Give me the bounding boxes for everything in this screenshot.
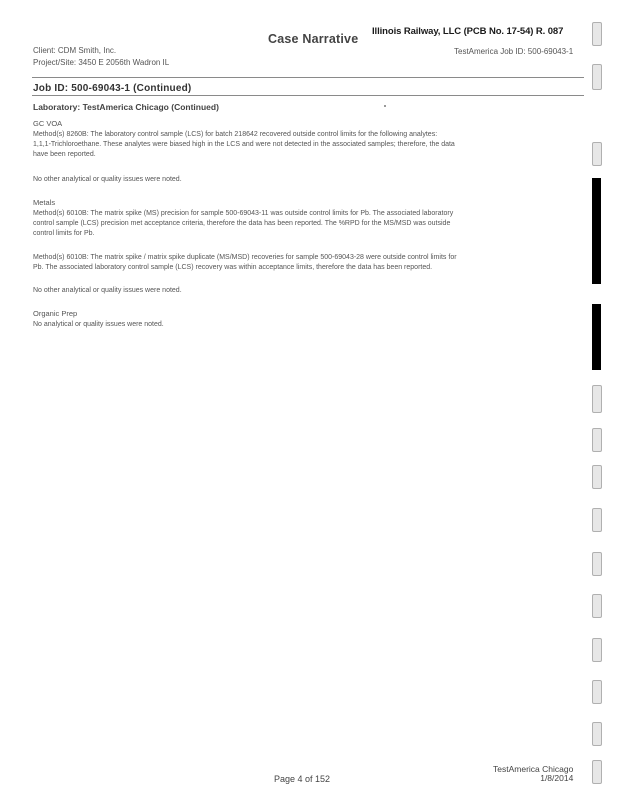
text-line: No other analytical or quality issues were noted. xyxy=(33,287,182,294)
page-title: Case Narrative xyxy=(268,32,359,46)
binder-tab xyxy=(592,142,602,166)
gc-voa-paragraph-2 xyxy=(33,175,523,185)
binder-tab xyxy=(592,428,602,452)
header-rule xyxy=(32,77,584,78)
section-title-gc-voa: GC VOA xyxy=(33,119,63,128)
binder-tab xyxy=(592,638,602,662)
binder-tab xyxy=(592,552,602,576)
metals-paragraph-3 xyxy=(33,286,523,296)
binder-tab xyxy=(592,594,602,618)
binder-tab xyxy=(592,722,602,746)
text-line: No analytical or quality issues were noted. xyxy=(33,321,164,328)
gc-voa-paragraph-1 xyxy=(33,130,523,160)
job-id-rule xyxy=(32,95,584,96)
project-site-line: Project/Site: 3450 E 2056th Wadron IL xyxy=(33,58,170,67)
text-line: Method(s) 6010B: The matrix spike / matrix spike duplicate (MS/MSD) recoveries for sample 500-69043-28 were outside control limits for xyxy=(33,254,457,261)
job-id-heading: Job ID: 500-69043-1 (Continued) xyxy=(33,83,192,94)
text-line: No other analytical or quality issues were noted. xyxy=(33,176,182,183)
binder-tab xyxy=(592,385,602,413)
binder-tab xyxy=(592,64,602,90)
binder-tab xyxy=(592,508,602,532)
binder-tab xyxy=(592,22,602,46)
page-number: Page 4 of 152 xyxy=(274,774,331,784)
scan-black-bar xyxy=(592,304,601,370)
binder-tab xyxy=(592,465,602,489)
binder-tab xyxy=(592,680,602,704)
section-title-organic-prep: Organic Prep xyxy=(33,309,78,318)
text-line: Method(s) 8260B: The laboratory control sample (LCS) for batch 218642 recovered outside control limits for the following analytes: xyxy=(33,131,438,138)
text-line: control limits for Pb. xyxy=(33,230,95,237)
footer-company: TestAmerica Chicago xyxy=(493,764,574,774)
text-line: have been reported. xyxy=(33,151,96,158)
text-line: Pb. The associated laboratory control sample (LCS) recovery was within acceptance limits, therefore the data has been reported. xyxy=(33,264,433,271)
metals-paragraph-2 xyxy=(33,253,523,273)
text-line: control sample (LCS) precision met acceptance criteria, therefore the data has been reported. The %RPD for the MS/MSD was outside xyxy=(33,220,451,227)
scan-black-bar xyxy=(592,178,601,284)
section-title-metals: Metals xyxy=(33,198,56,207)
binder-tab xyxy=(592,760,602,784)
metals-paragraph-1 xyxy=(33,209,523,239)
scan-speck xyxy=(384,105,386,107)
footer-date: 1/8/2014 xyxy=(540,773,574,783)
text-line: Method(s) 6010B: The matrix spike (MS) precision for sample 500-69043-11 was outside control limits for Pb. The associated laboratory xyxy=(33,210,454,217)
laboratory-heading: Laboratory: TestAmerica Chicago (Continued) xyxy=(33,102,219,112)
exhibit-reference: Illinois Railway, LLC (PCB No. 17-54) R. 087 xyxy=(372,26,564,37)
text-line: 1,1,1-Trichloroethane. These analytes were biased high in the LCS and were not detected in the associated samples; therefore, the data xyxy=(33,141,455,148)
client-line: Client: CDM Smith, Inc. xyxy=(33,46,117,55)
organic-prep-paragraph-1 xyxy=(33,320,523,330)
footer-lab xyxy=(493,765,573,783)
header-job-id: TestAmerica Job ID: 500-69043-1 xyxy=(454,47,574,56)
